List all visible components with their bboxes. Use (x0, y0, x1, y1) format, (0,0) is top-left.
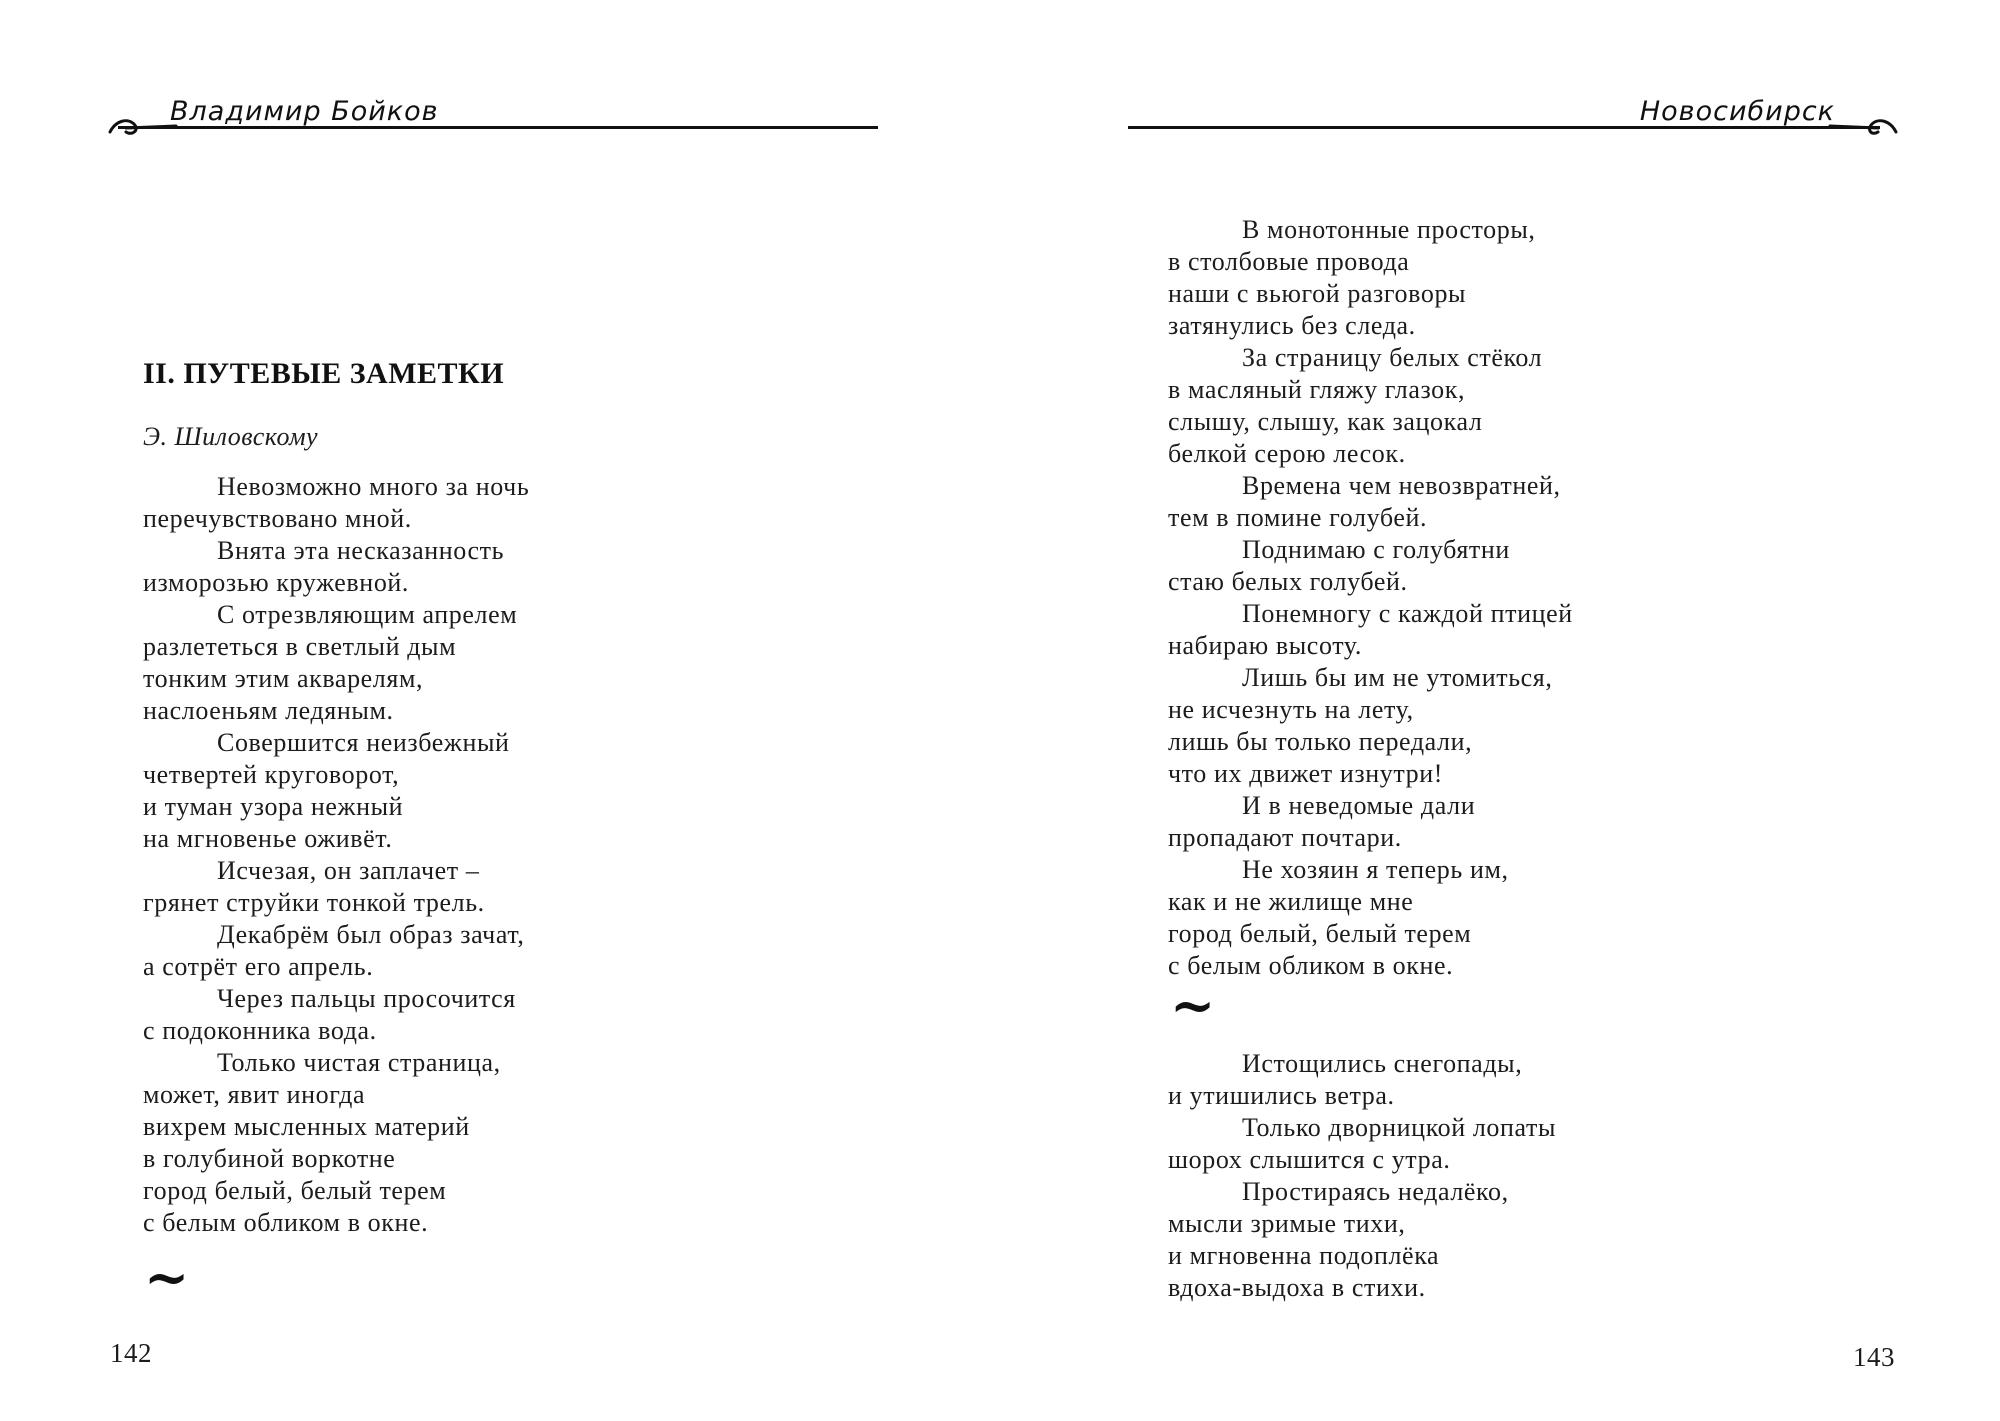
running-head-city: Новосибирск (1639, 96, 1835, 127)
poem-line: в масляный гляжу глазок, (1168, 375, 1466, 404)
poem-line: а сотрёт его апрель. (143, 952, 374, 981)
poem-line: белкой серою лесок. (1168, 439, 1406, 468)
poem-line: Невозможно много за ночь (217, 472, 530, 501)
poem-line: вихрем мысленных материй (143, 1112, 470, 1141)
dedication: Э. Шиловскому (143, 422, 319, 451)
poem-line: Через пальцы просочится (217, 984, 516, 1013)
poem-line: Истощились снегопады, (1242, 1049, 1523, 1078)
poem-line: набираю высоту. (1168, 631, 1362, 660)
poem-line: в голубиной воркотне (143, 1144, 396, 1173)
poem-line: Совершится неизбежный (217, 728, 510, 757)
poem-line: Простираясь недалёко, (1242, 1177, 1509, 1206)
poem-line: наши с вьюгой разговоры (1168, 279, 1467, 308)
poem-line: За страницу белых стёкол (1242, 343, 1543, 372)
poem-line: наслоеньям ледяным. (143, 696, 394, 725)
right-page (1000, 0, 2000, 1421)
poem-line: грянет струйки тонкой трель. (143, 888, 485, 917)
poem-line: как и не жилище мне (1168, 887, 1414, 916)
poem-line: в столбовые провода (1168, 247, 1410, 276)
poem-line: разлететься в светлый дым (143, 632, 457, 661)
header-rule (1128, 126, 1880, 129)
poem-line: город белый, белый терем (143, 1176, 447, 1205)
poem-line: может, явит иногда (143, 1080, 366, 1109)
poem-line: Исчезая, он заплачет – (217, 856, 480, 885)
poem-line: город белый, белый терем (1168, 919, 1472, 948)
poem-right-second (1168, 1048, 1556, 1304)
running-head-author: Владимир Бойков (170, 96, 439, 127)
page-number: 142 (110, 1338, 152, 1368)
poem-line: с белым обликом в окне. (143, 1208, 429, 1237)
poem-line: И в неведомые дали (1242, 791, 1476, 820)
separator-tilde-icon: ~ (1170, 973, 1216, 1037)
poem-line: Внята эта несказанность (217, 536, 505, 565)
poem-line: и туман узора нежный (143, 792, 404, 821)
poem-line: лишь бы только передали, (1168, 727, 1473, 756)
poem-line: С отрезвляющим апрелем (217, 600, 518, 629)
poem-line: тонким этим акварелям, (143, 664, 424, 693)
poem-line: тем в помине голубей. (1168, 503, 1428, 532)
poem-line: перечувствовано мной. (143, 504, 412, 533)
poem-line: с белым обликом в окне. (1168, 951, 1454, 980)
poem-line: изморозью кружевной. (143, 568, 410, 597)
poem-line: на мгновенье оживёт. (143, 824, 393, 853)
poem-line: затянулись без следа. (1168, 311, 1416, 340)
page-number: 143 (1853, 1342, 1895, 1372)
separator-tilde-icon: ~ (144, 1245, 190, 1309)
poem-line: Лишь бы им не утомиться, (1242, 663, 1553, 692)
poem-left (143, 471, 529, 1239)
poem-line: четвертей круговорот, (143, 760, 400, 789)
poem-line: вдоха-выдоха в стихи. (1168, 1273, 1426, 1302)
poem-line: что их движет изнутри! (1168, 759, 1444, 788)
header-rule (118, 126, 878, 129)
poem-line: Только чистая страница, (217, 1048, 501, 1077)
poem-line: и утишились ветра. (1168, 1081, 1395, 1110)
poem-line: Поднимаю с голубятни (1242, 535, 1510, 564)
section-title: II. ПУТЕВЫЕ ЗАМЕТКИ (143, 357, 505, 390)
poem-line: слышу, слышу, как зацокал (1168, 407, 1483, 436)
poem-line: пропадают почтари. (1168, 823, 1402, 852)
poem-line: Не хозяин я теперь им, (1242, 855, 1509, 884)
poem-right-first (1168, 214, 1573, 982)
poem-line: шорох слышится с утра. (1168, 1145, 1451, 1174)
poem-line: Только дворницкой лопаты (1242, 1113, 1557, 1142)
poem-line: мысли зримые тихи, (1168, 1209, 1406, 1238)
poem-line: и мгновенна подоплёка (1168, 1241, 1440, 1270)
poem-line: стаю белых голубей. (1168, 567, 1408, 596)
poem-line: Декабрём был образ зачат, (217, 920, 525, 949)
poem-line: Понемногу с каждой птицей (1242, 599, 1573, 628)
poem-line: с подоконника вода. (143, 1016, 377, 1045)
poem-line: не исчезнуть на лету, (1168, 695, 1414, 724)
header-flourish-right-icon (1820, 106, 1900, 140)
poem-line: Времена чем невозвратней, (1242, 471, 1561, 500)
poem-line: В монотонные просторы, (1242, 215, 1536, 244)
